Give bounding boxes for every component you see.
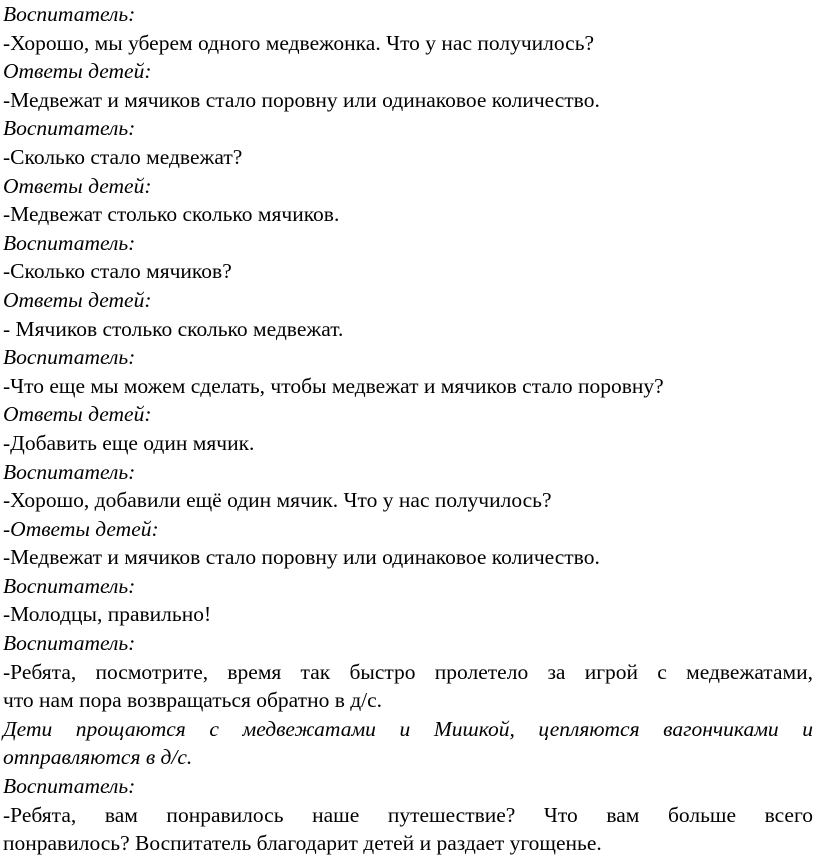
speaker-label: Ответы детей: [10,516,159,541]
dash-mark: - [3,516,11,541]
speech-line: -Что еще мы можем сделать, чтобы медвежат и мячиков стало поровну? [3,373,664,398]
speaker-label: Ответы детей: [3,402,152,427]
speech-line: -Сколько стало медвежат? [3,144,243,169]
speech-line: -Молодцы, правильно! [3,602,212,627]
final-paragraph [3,801,813,858]
speaker-label: Воспитатель: [3,459,136,484]
speaker-label: Воспитатель: [3,2,136,26]
speech-line: -Медвежат столько сколько мячиков. [3,202,340,227]
speech-line: -Сколько стало мячиков? [3,259,232,284]
speech-line: -Медвежат и мячиков стало поровну или одинаковое количество. [3,87,600,112]
speech-line: -Медвежат и мячиков стало поровну или одинаковое количество. [3,545,600,570]
paragraph-line: -Ребята, посмотрите, время так быстро пролетело за игрой с медвежатами, [3,659,813,684]
speaker-label: Воспитатель: [3,116,136,141]
speech-line: -Хорошо, добавили ещё один мячик. Что у нас получилось? [3,488,552,513]
stage-direction-line: Дети прощаются с медвежатами и Мишкой, цепляются вагончиками и [3,716,813,741]
speaker-label: Воспитатель: [3,573,136,598]
stage-direction-line: отправляются в д/с. [3,745,193,770]
paragraph-line: -Ребята, вам понравилось наше путешествие? Что вам больше всего [3,802,813,827]
document-body [3,0,813,858]
speaker-label: Ответы детей: [3,173,152,198]
speaker-label: Воспитатель: [3,631,136,656]
dash-speaker-line [3,515,813,544]
speaker-label: Воспитатель: [3,230,136,255]
stage-direction [3,715,813,772]
closing-paragraph [3,658,813,715]
paragraph-line: понравилось? Воспитатель благодарит детей и раздает угощенье. [3,831,602,856]
paragraph-line: что нам пора возвращаться обратно в д/с. [3,688,383,713]
speech-line: -Добавить еще один мячик. [3,430,255,455]
speaker-label: Ответы детей: [3,287,152,312]
speaker-label: Ответы детей: [3,59,152,84]
speech-line: - Мячиков столько сколько медвежат. [3,316,344,341]
speaker-label: Воспитатель: [3,774,136,799]
speaker-label: Воспитатель: [3,345,136,370]
speech-line: -Хорошо, мы уберем одного медвежонка. Что у нас получилось? [3,30,595,55]
